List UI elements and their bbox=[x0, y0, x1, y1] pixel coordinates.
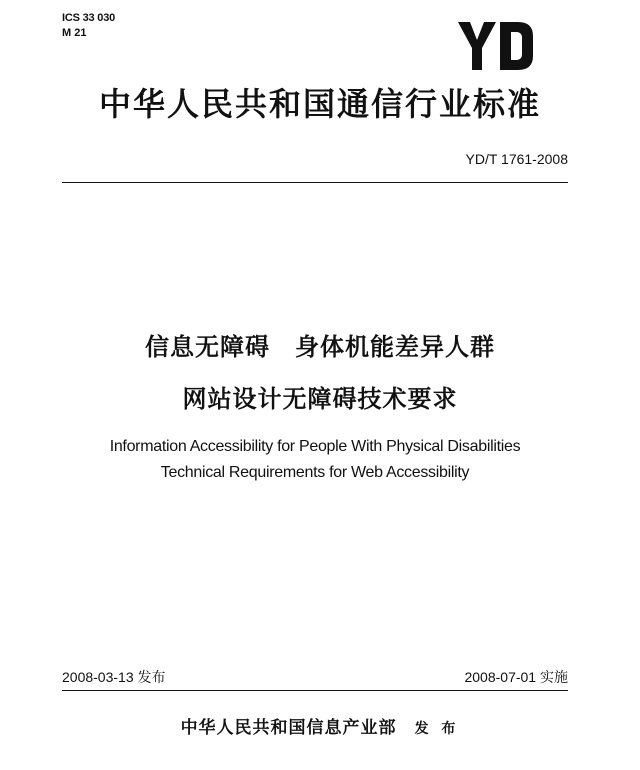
ics-code: ICS 33 030 bbox=[62, 12, 116, 24]
issuer-line bbox=[0, 716, 640, 741]
bottom-divider bbox=[62, 690, 568, 691]
title-chinese-line-1: 信息无障碍 身体机能差异人群 bbox=[145, 333, 495, 361]
title-english-line-2: Technical Requirements for Web Accessibility bbox=[160, 464, 470, 481]
issue-date: 2008-03-13 发布 bbox=[62, 669, 166, 685]
implementation-date: 2008-07-01 实施 bbox=[464, 669, 568, 685]
standard-category: 中华人民共和国通信行业标准 bbox=[98, 85, 541, 123]
issuer-name: 中华人民共和国信息产业部 bbox=[180, 718, 397, 738]
standard-number: YD/T 1761-2008 bbox=[465, 151, 568, 167]
yd-logo bbox=[456, 20, 534, 72]
top-divider bbox=[62, 182, 568, 183]
title-chinese-line-2: 网站设计无障碍技术要求 bbox=[182, 385, 458, 413]
ccs-code: M 21 bbox=[62, 27, 87, 39]
title-english-line-1: Information Accessibility for People With Physical Disabilities bbox=[109, 438, 521, 455]
issuer-action: 发 布 bbox=[414, 721, 460, 737]
